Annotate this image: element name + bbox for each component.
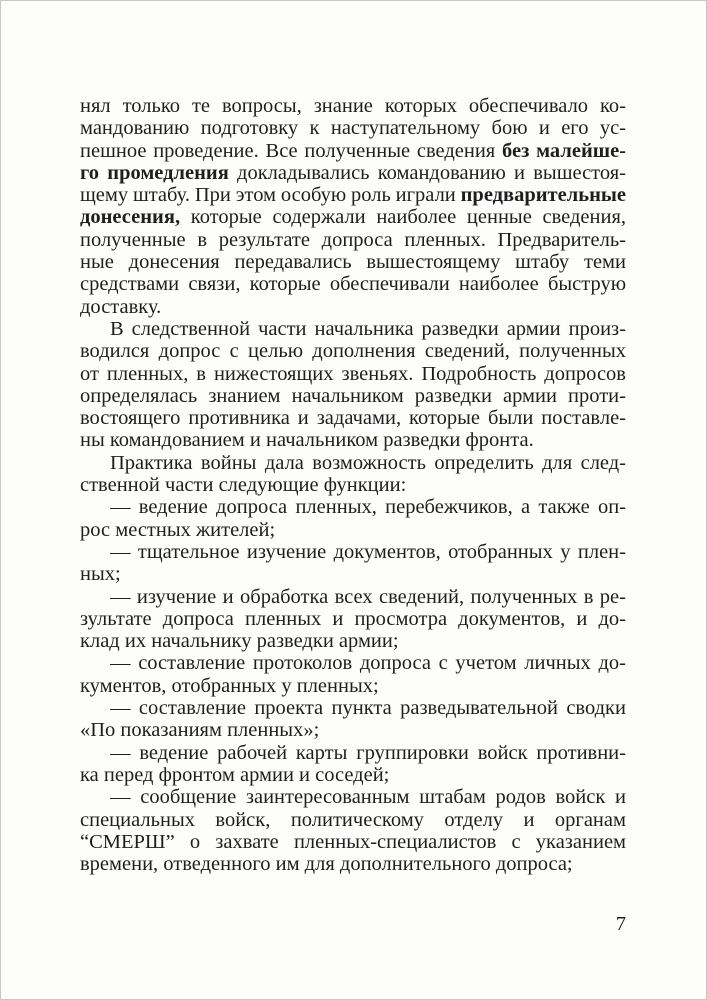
page-number: 7: [615, 913, 626, 935]
text-line-content: [80, 563, 121, 585]
text-line-content: [80, 385, 626, 407]
text-line-3: [80, 140, 626, 162]
text-line-content: [110, 586, 626, 608]
text-line-2: [80, 117, 626, 139]
text-line-content: [110, 452, 626, 474]
text-run: — изучение и обработка всех сведений, полученных в ре-: [110, 585, 626, 608]
text-run: нял только те вопросы, знание которых обеспечивало ко-: [80, 95, 626, 117]
text-line-28: [110, 697, 626, 719]
text-run: времени, отведенного им для дополнительного допроса;: [80, 853, 573, 876]
text-run: определялась знанием начальником разведки армии проти-: [80, 384, 626, 407]
text-line-content: [80, 831, 626, 853]
text-line-content: [110, 697, 626, 719]
text-run: полученные в результате допроса пленных. Предваритель-: [80, 228, 626, 251]
text-line-content: [80, 140, 626, 162]
text-line-content: [80, 206, 626, 228]
text-run: доставку.: [80, 295, 162, 318]
text-run: клад их начальнику разведки армии;: [80, 630, 399, 653]
text-line-content: [80, 363, 626, 385]
text-line-content: [80, 809, 626, 831]
text-run: “СМЕРШ” о захвате пленных-специалистов с указанием: [80, 830, 626, 853]
bold-text-run: без малейше-: [502, 139, 626, 162]
text-run: — тщательное изучение документов, отобранных у плен-: [110, 540, 626, 563]
text-run: от пленных, в нижестоящих звеньях. Подробность допросов: [80, 362, 626, 385]
text-line-10: [80, 296, 626, 318]
text-line-27: [80, 675, 626, 697]
text-line-24: [80, 608, 626, 630]
text-line-34: [80, 831, 626, 853]
text-line-content: [80, 429, 534, 451]
text-run: водился допрос с целью дополнения сведений, полученных: [80, 340, 626, 363]
text-run: пешное проведение. Все полученные сведения: [80, 139, 503, 162]
text-line-21: [110, 541, 626, 563]
text-line-content: [80, 719, 319, 741]
text-run: средствами связи, которые обеспечивали наиболее быструю: [80, 273, 626, 296]
text-line-18: [80, 474, 626, 496]
text-line-29: [80, 719, 626, 741]
text-line-7: [80, 229, 626, 251]
text-line-15: [80, 407, 626, 429]
text-line-33: [80, 809, 626, 831]
bold-text-run: донесения,: [80, 206, 181, 229]
text-line-1: [80, 95, 626, 117]
text-run: — сообщение заинтересованным штабам родов войск и: [110, 786, 626, 809]
text-line-content: [80, 340, 626, 362]
text-line-content: [80, 675, 379, 697]
text-line-content: [80, 474, 406, 496]
text-line-26: [110, 652, 626, 674]
text-line-30: [110, 742, 626, 764]
text-line-content: [80, 630, 399, 652]
text-run: специальных войск, политическому отделу и органам: [80, 808, 626, 831]
text-run: «По показаниям пленных»;: [80, 719, 320, 742]
text-run: ных;: [80, 563, 121, 586]
text-line-content: [80, 251, 626, 273]
text-line-25: [80, 630, 626, 652]
text-line-content: [110, 742, 626, 764]
text-line-9: [80, 273, 626, 295]
text-run: — составление проекта пункта разведывательной сводки: [110, 697, 626, 720]
text-run: — составление протоколов допроса с учетом личных до-: [110, 652, 626, 675]
text-run: которые содержали наиболее ценные сведения,: [180, 206, 626, 229]
text-run: востоящего противника и задачами, которые были поставле-: [80, 407, 626, 430]
text-line-content: [110, 496, 626, 518]
text-line-4: [80, 162, 626, 184]
text-line-31: [80, 764, 626, 786]
bold-text-run: го промедления: [80, 161, 229, 184]
text-line-content: [110, 541, 626, 563]
text-line-8: [80, 251, 626, 273]
text-line-content: [80, 764, 389, 786]
text-line-22: [80, 563, 626, 585]
text-line-16: [80, 429, 626, 451]
text-line-content: [110, 652, 626, 674]
text-run: — ведение допроса пленных, перебежчиков, а также оп-: [110, 496, 626, 519]
text-line-content: [80, 229, 626, 251]
text-line-content: [80, 296, 161, 318]
text-line-17: [110, 452, 626, 474]
text-line-13: [80, 363, 626, 385]
text-line-content: [80, 407, 626, 429]
page-text-block: [80, 95, 626, 875]
text-line-content: [110, 786, 626, 808]
text-run: мандованию подготовку к наступательному бою и его ус-: [80, 117, 626, 140]
text-run: В следственной части начальника разведки армии произ-: [110, 317, 626, 340]
text-run: ка перед фронтом армии и соседей;: [80, 763, 390, 786]
text-run: — ведение рабочей карты группировки войск противни-: [110, 741, 626, 764]
text-run: ственной части следующие функции:: [80, 474, 407, 497]
bold-text-run: предварительные: [460, 184, 626, 207]
text-run: рос местных жителей;: [80, 518, 276, 541]
text-run: зультате допроса пленных и просмотра документов, и до-: [80, 607, 626, 630]
text-line-content: [80, 162, 626, 184]
text-line-content: [80, 273, 626, 295]
text-line-content: [80, 853, 573, 875]
text-line-12: [80, 340, 626, 362]
text-line-35: [80, 853, 626, 875]
text-line-content: [80, 608, 626, 630]
text-line-11: [110, 318, 626, 340]
text-run: Практика войны дала возможность определить для след-: [110, 451, 626, 474]
text-line-content: [80, 184, 626, 206]
text-run: докладывались командованию и вышестоя-: [228, 161, 626, 184]
text-line-content: [80, 95, 626, 117]
text-run: щему штабу. При этом особую роль играли: [80, 184, 461, 207]
text-line-content: [110, 318, 626, 340]
text-run: ны командованием и начальником разведки фронта.: [80, 429, 534, 452]
text-run: кументов, отобранных у пленных;: [80, 674, 379, 697]
text-line-23: [110, 586, 626, 608]
text-line-content: [80, 117, 626, 139]
text-line-32: [110, 786, 626, 808]
text-run: ные донесения передавались вышестоящему штабу теми: [80, 251, 626, 274]
text-line-14: [80, 385, 626, 407]
text-line-6: [80, 206, 626, 228]
text-line-19: [110, 496, 626, 518]
text-line-5: [80, 184, 626, 206]
text-line-content: [80, 519, 275, 541]
text-line-20: [80, 519, 626, 541]
